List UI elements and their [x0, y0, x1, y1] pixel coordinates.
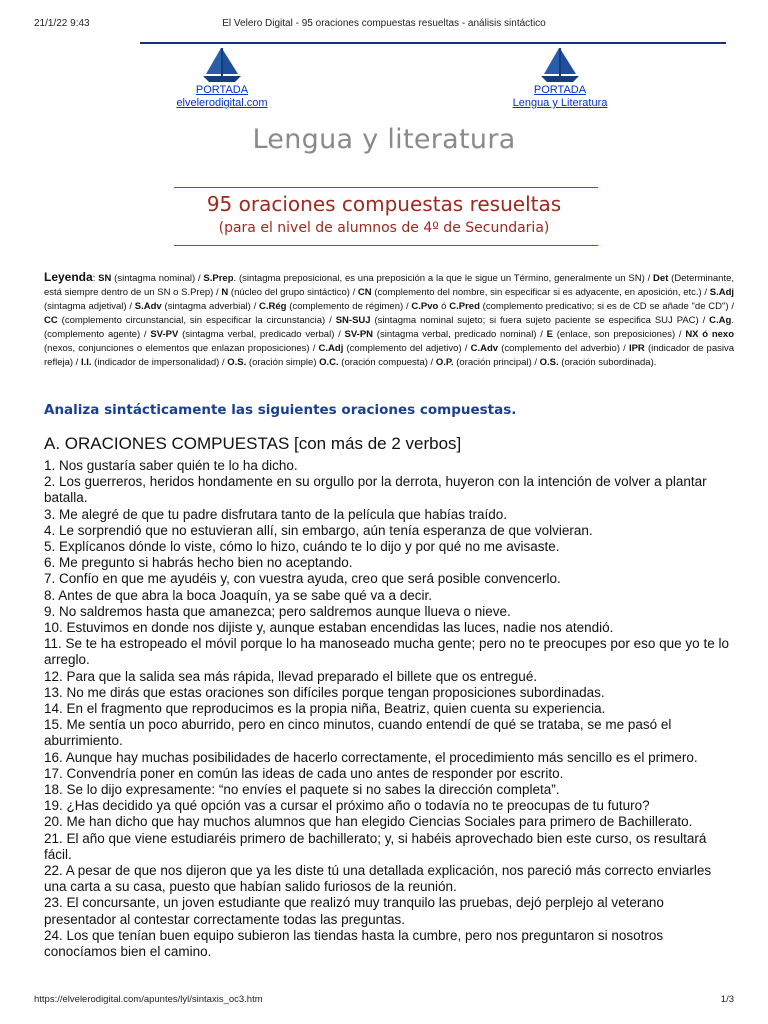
- legend-abbr: CN: [357, 287, 372, 298]
- legend-abbr: C.Pvo: [411, 301, 439, 312]
- legend-abbr: NX ó nexo: [685, 329, 735, 340]
- legend-desc: (Determinante, está siempre dentro de un SN o S.Prep) /: [44, 273, 735, 298]
- legend-desc: (enlace, son preposiciones) /: [552, 329, 686, 340]
- title-divider-bottom: [174, 245, 598, 246]
- legend-desc: (oración principal) /: [453, 357, 540, 368]
- page-subtitle: (para el nivel de alumnos de 4º de Secundaria): [218, 220, 550, 236]
- nav-portada-home[interactable]: [152, 46, 292, 110]
- legend-desc: (complemento del nombre, sin especificar si es adyacente, en aposición, etc.) /: [371, 287, 710, 298]
- legend-desc: (nexos, conjunciones o elementos que enlazan proposiciones) /: [44, 343, 319, 354]
- instruction: Analiza sintácticamente las siguientes oraciones compuestas.: [44, 402, 517, 418]
- legend: [44, 270, 734, 370]
- legend-desc: (sintagma adverbial) /: [161, 301, 260, 312]
- sentence-item: 11. Se te ha estropeado el móvil porque lo ha manoseado mucha gente; pero no te preocupes por eso que yo te lo arreglo.: [44, 636, 729, 668]
- legend-desc: (oración subordinada).: [558, 357, 657, 368]
- sentence-item: 1. Nos gustaría saber quién te lo ha dicho.: [44, 458, 298, 473]
- legend-abbr: O.S.: [539, 357, 559, 368]
- legend-abbr: O.S.: [227, 357, 247, 368]
- print-footer: [34, 994, 734, 1008]
- print-page-title: El Velero Digital - 95 oraciones compuestas resueltas - análisis sintáctico: [222, 18, 546, 29]
- legend-abbr: C.Rég: [259, 301, 287, 312]
- sentence-item: 17. Convendría poner en común las ideas de cada uno antes de responder por escrito.: [44, 765, 564, 781]
- sentence-item: 19. ¿Has decidido ya qué opción vas a cursar el próximo año o todavía no te preocupas de tu futuro?: [44, 798, 650, 814]
- legend-abbr: I.I.: [80, 357, 92, 368]
- legend-abbr: S.Prep: [203, 273, 234, 284]
- legend-abbr: C.Adv: [470, 343, 499, 354]
- legend-abbr: IPR: [628, 343, 645, 354]
- legend-desc: (complemento predicativo; si es de CD se añade "de CD") /: [479, 301, 734, 312]
- sentence-item: 4. Le sorprendió que no estuvieran allí, sin embargo, aún tenía esperanza de que volvieran.: [44, 522, 593, 538]
- legend-colon: :: [92, 273, 99, 284]
- legend-abbr: S.Adj: [709, 287, 735, 298]
- legend-desc: (indicador de pasiva refleja) /: [44, 343, 734, 368]
- legend-desc: (sintagma nominal) /: [111, 273, 204, 284]
- legend-abbr: C.Ag: [709, 315, 732, 326]
- sentence-item: 20. Me han dicho que hay muchos alumnos que han elegido Ciencias Sociales para primero de Bachillerato.: [44, 814, 693, 830]
- page-number: 1/3: [720, 994, 734, 1005]
- sentence-item: 18. Se lo dijo expresamente: “no envíes el paquete si no sabes la dirección completa”.: [44, 782, 560, 798]
- sentence-item: 21. El año que viene estudiaréis primero de bachillerato; y, si habéis aprovechado bien este curso, os resultará fácil.: [44, 830, 707, 862]
- legend-desc: (indicador de impersonalidad) /: [91, 357, 228, 368]
- section-a-heading: A. ORACIONES COMPUESTAS [con más de 2 verbos]: [44, 434, 462, 453]
- sentence-item: 13. No me dirás que estas oraciones son difíciles porque tengan proposiciones subordinadas.: [44, 684, 605, 700]
- sentence-item: 7. Confío en que me ayudéis y, con vuestra ayuda, creo que será posible convencerlo.: [44, 571, 561, 587]
- print-header: [34, 18, 734, 32]
- title-divider-top: [174, 187, 598, 188]
- top-divider: [140, 42, 726, 44]
- legend-abbr: E: [546, 329, 553, 340]
- legend-abbr: SN-SUJ: [335, 315, 371, 326]
- sentence-item: 8. Antes de que abra la boca Joaquín, ya se sabe qué va a decir.: [44, 587, 433, 603]
- legend-desc: (complemento circunstancial, sin especificar la circunstancia) /: [57, 315, 336, 326]
- sentence-item: 16. Aunque hay muchas posibilidades de hacerlo correctamente, el procedimiento más sencillo es el primero.: [44, 749, 698, 765]
- sentence-item: 12. Para que la salida sea más rápida, llevad preparado el billete que os entregué.: [44, 668, 538, 684]
- legend-desc: (sintagma verbal, predicado nominal) /: [373, 329, 547, 340]
- sentence-item: 15. Me sentía un poco aburrido, pero en cinco minutos, cuando entendí de qué se trataba, se me pasó el aburrimiento.: [44, 717, 672, 749]
- print-datetime: 21/1/22 9:43: [34, 18, 90, 29]
- print-url: https://elvelerodigital.com/apuntes/lyl/sintaxis_oc3.htm: [34, 994, 263, 1005]
- portada-link[interactable]: PORTADA: [533, 84, 587, 96]
- page-title: 95 oraciones compuestas resueltas: [206, 192, 562, 216]
- sentence-item: 9. No saldremos hasta que amanezca; pero saldremos aunque llueva o nieve.: [44, 603, 511, 619]
- sentence-item: 23. El concursante, un joven estudiante que realizó muy tranquilo las pruebas, dejó perplejo al veterano presentador al contestar correctamente todas las preguntas.: [44, 895, 664, 927]
- legend-abbr: N: [221, 287, 229, 298]
- legend-abbr: S.Adv: [134, 301, 162, 312]
- portada-link[interactable]: PORTADA: [195, 84, 249, 96]
- legend-abbr: C.Pred: [449, 301, 480, 312]
- legend-abbr: C.Adj: [318, 343, 344, 354]
- nav-portada-lengua[interactable]: [490, 46, 630, 110]
- legend-desc: (oración simple): [246, 357, 320, 368]
- legend-desc: . (complemento agente) /: [44, 315, 734, 340]
- legend-desc: ó: [438, 301, 450, 312]
- sentence-item: 14. En el fragmento que reproducimos es la propia niña, Beatriz, quien cuenta su experiencia.: [44, 701, 606, 717]
- sentence-list: [44, 458, 734, 960]
- legend-desc: (oración compuesta) /: [338, 357, 436, 368]
- section-title: Lengua y literatura: [252, 124, 516, 155]
- sentence-item: 2. Los guerreros, heridos hondamente en su orgullo por la derrota, huyeron con la intención de volver a plantar batalla.: [44, 474, 707, 506]
- sentence-item: 24. Los que tenían buen equipo subieron las tiendas hasta la cumbre, pero nos preguntaron si nosotros conocíamos bien el camino.: [44, 927, 664, 960]
- legend-abbr: CC: [44, 315, 58, 326]
- legend-desc: (complemento del adverbio) /: [498, 343, 629, 354]
- elvelerodigital-link[interactable]: elvelerodigital.com: [176, 97, 268, 109]
- legend-desc: (sintagma verbal, predicado verbal) /: [178, 329, 345, 340]
- sailboat-icon: [538, 46, 582, 84]
- legend-desc: (complemento del adjetivo) /: [343, 343, 471, 354]
- legend-abbr: SN: [98, 273, 112, 284]
- legend-desc: (complemento de régimen) /: [286, 301, 412, 312]
- legend-title: Leyenda: [44, 270, 93, 284]
- legend-abbr: Det: [653, 273, 669, 284]
- sentence-item: 6. Me pregunto si habrás hecho bien no aceptando.: [44, 555, 353, 571]
- legend-desc: (sintagma adjetival) /: [44, 301, 135, 312]
- lengua-literatura-link[interactable]: Lengua y Literatura: [512, 97, 608, 109]
- sentence-item: 3. Me alegré de que tu padre disfrutara tanto de la película que habías traído.: [44, 506, 508, 522]
- legend-desc: . (sintagma preposicional, es una preposición a la que le sigue un Término, generalmente un SN) /: [233, 273, 654, 284]
- sentence-item: 5. Explícanos dónde lo viste, cómo lo hizo, cuándo te lo dijo y por qué no me avisaste.: [44, 539, 560, 555]
- legend-desc: (sintagma nominal sujeto; si fuera sujeto paciente se especifica SUJ PAC) /: [370, 315, 710, 326]
- legend-abbr: O.C.: [319, 357, 339, 368]
- legend-abbr: O.P.: [435, 357, 454, 368]
- sailboat-icon: [200, 46, 244, 84]
- sentence-item: 22. A pesar de que nos dijeron que ya les diste tú una detallada explicación, nos pareció más correcto enviarles una carta a su casa, puesto que habían salido furiosos de la reunión.: [44, 863, 712, 895]
- legend-abbr: SV-PV: [150, 329, 179, 340]
- sentence-item: 10. Estuvimos en donde nos dijiste y, aunque estaban encendidas las luces, nadie nos atendió.: [44, 620, 614, 636]
- legend-abbr: SV-PN: [344, 329, 374, 340]
- legend-desc: (núcleo del grupo sintáctico) /: [228, 287, 358, 298]
